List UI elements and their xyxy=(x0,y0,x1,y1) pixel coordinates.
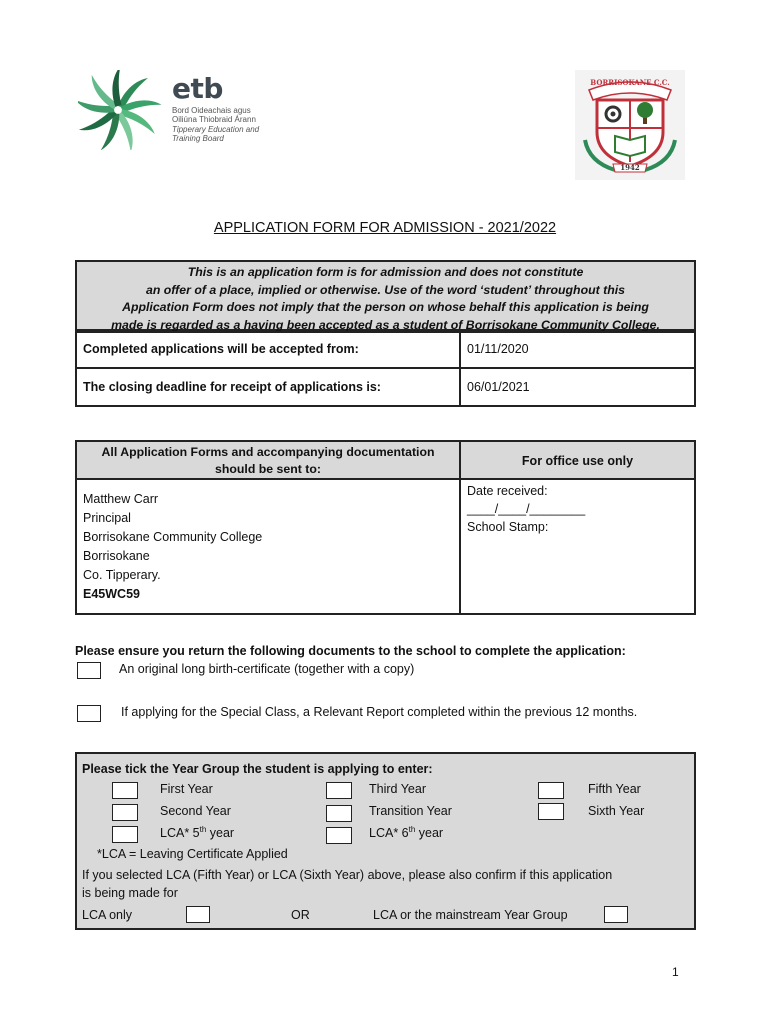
disclaimer-line-1: This is an application form is for admission and does not constitute xyxy=(187,265,584,279)
deadline-label: The closing deadline for receipt of applications is: xyxy=(77,369,461,405)
school-stamp-label: School Stamp: xyxy=(467,520,549,534)
office-use-block xyxy=(467,482,585,536)
address-header xyxy=(77,442,461,480)
third-year-label: Third Year xyxy=(369,782,426,796)
address-eircode: E45WC59 xyxy=(83,587,140,601)
documents-heading: Please ensure you return the following documents to the school to complete the application: xyxy=(75,644,626,658)
address-header-line-2: should be sent to: xyxy=(215,462,321,476)
birth-cert-label: An original long birth-certificate (together with a copy) xyxy=(119,662,415,676)
first-year-label: First Year xyxy=(160,782,213,796)
lca-mainstream-label: LCA or the mainstream Year Group xyxy=(373,908,568,922)
birth-cert-checkbox[interactable] xyxy=(77,662,101,679)
relevant-report-label: If applying for the Special Class, a Relevant Report completed within the previous 12 months. xyxy=(121,705,638,719)
relevant-report-checkbox[interactable] xyxy=(77,705,101,722)
row-divider xyxy=(75,331,696,333)
sixth-year-label: Sixth Year xyxy=(588,804,645,818)
lca-mainstream-checkbox[interactable] xyxy=(604,906,628,923)
lca-only-label: LCA only xyxy=(82,908,133,922)
transition-year-checkbox[interactable] xyxy=(326,805,352,822)
lca-sixth-year-label xyxy=(369,825,443,840)
lca-note: *LCA = Leaving Certificate Applied xyxy=(97,847,288,861)
date-received-blank[interactable]: ____/____/________ xyxy=(467,502,586,516)
fifth-year-label: Fifth Year xyxy=(588,782,641,796)
address-role: Principal xyxy=(83,511,131,525)
deadline-row xyxy=(75,369,696,407)
sixth-year-checkbox[interactable] xyxy=(538,803,564,820)
transition-year-label: Transition Year xyxy=(369,804,452,818)
address-town: Borrisokane xyxy=(83,549,150,563)
lca-fifth-year-checkbox[interactable] xyxy=(112,826,138,843)
second-year-label: Second Year xyxy=(160,804,231,818)
or-label: OR xyxy=(291,908,310,922)
etb-english-line-2: Training Board xyxy=(172,134,224,143)
address-name: Matthew Carr xyxy=(83,492,159,506)
year-group-box xyxy=(75,752,696,930)
date-received-label: Date received: xyxy=(467,484,548,498)
disclaimer-line-3: Application Form does not imply that the person on whose behalf this application is being xyxy=(122,300,649,314)
lca-confirm-line-2: is being made for xyxy=(82,886,178,900)
address-block xyxy=(77,480,461,613)
address-table xyxy=(75,440,696,615)
lca5-prefix: LCA* 5 xyxy=(160,826,200,841)
page-number: 1 xyxy=(672,965,679,979)
address-county: Co. Tipperary. xyxy=(83,568,161,582)
etb-irish-line-2: Oiliúna Thiobraid Árann xyxy=(172,115,256,124)
page-title: APPLICATION FORM FOR ADMISSION - 2021/2022 xyxy=(213,220,557,236)
lca5-sup: th xyxy=(199,825,207,834)
etb-wordmark: etb xyxy=(172,72,223,105)
etb-english-line-1: Tipperary Education and xyxy=(172,125,260,134)
office-use-header: For office use only xyxy=(461,442,694,480)
lca-sixth-year-checkbox[interactable] xyxy=(326,827,352,844)
lca6-suffix: year xyxy=(415,826,444,841)
address-header-line-1: All Application Forms and accompanying documentation xyxy=(101,445,435,459)
disclaimer-box xyxy=(75,260,696,331)
lca6-sup: th xyxy=(408,825,416,834)
accepted-from-row xyxy=(75,331,696,369)
disclaimer-line-2: an offer of a place, implied or otherwise. Use of the word ‘student’ throughout this xyxy=(146,282,625,297)
accepted-from-label: Completed applications will be accepted from: xyxy=(77,331,461,367)
crest-year: 1942 xyxy=(620,163,640,172)
etb-irish-line-1: Bord Oideachais agus xyxy=(172,106,251,115)
lca5-suffix: year xyxy=(206,826,235,841)
first-year-checkbox[interactable] xyxy=(112,782,138,799)
address-school: Borrisokane Community College xyxy=(83,530,263,544)
year-group-heading: Please tick the Year Group the student is applying to enter: xyxy=(82,762,433,776)
deadline-value: 06/01/2021 xyxy=(467,380,530,394)
fifth-year-checkbox[interactable] xyxy=(538,782,564,799)
third-year-checkbox[interactable] xyxy=(326,782,352,799)
lca-confirm-line-1: If you selected LCA (Fifth Year) or LCA (Sixth Year) above, please also confirm if this application xyxy=(82,868,613,882)
disclaimer-line-4: made is regarded as a having been accepted as a student of Borrisokane Community College. xyxy=(111,317,660,332)
crest-banner-text: BORRISOKANE C.C. xyxy=(590,78,670,87)
accepted-from-value: 01/11/2020 xyxy=(467,342,529,356)
lca-fifth-year-label xyxy=(160,825,234,840)
lca6-prefix: LCA* 6 xyxy=(369,826,409,841)
second-year-checkbox[interactable] xyxy=(112,804,138,821)
lca-only-checkbox[interactable] xyxy=(186,906,210,923)
